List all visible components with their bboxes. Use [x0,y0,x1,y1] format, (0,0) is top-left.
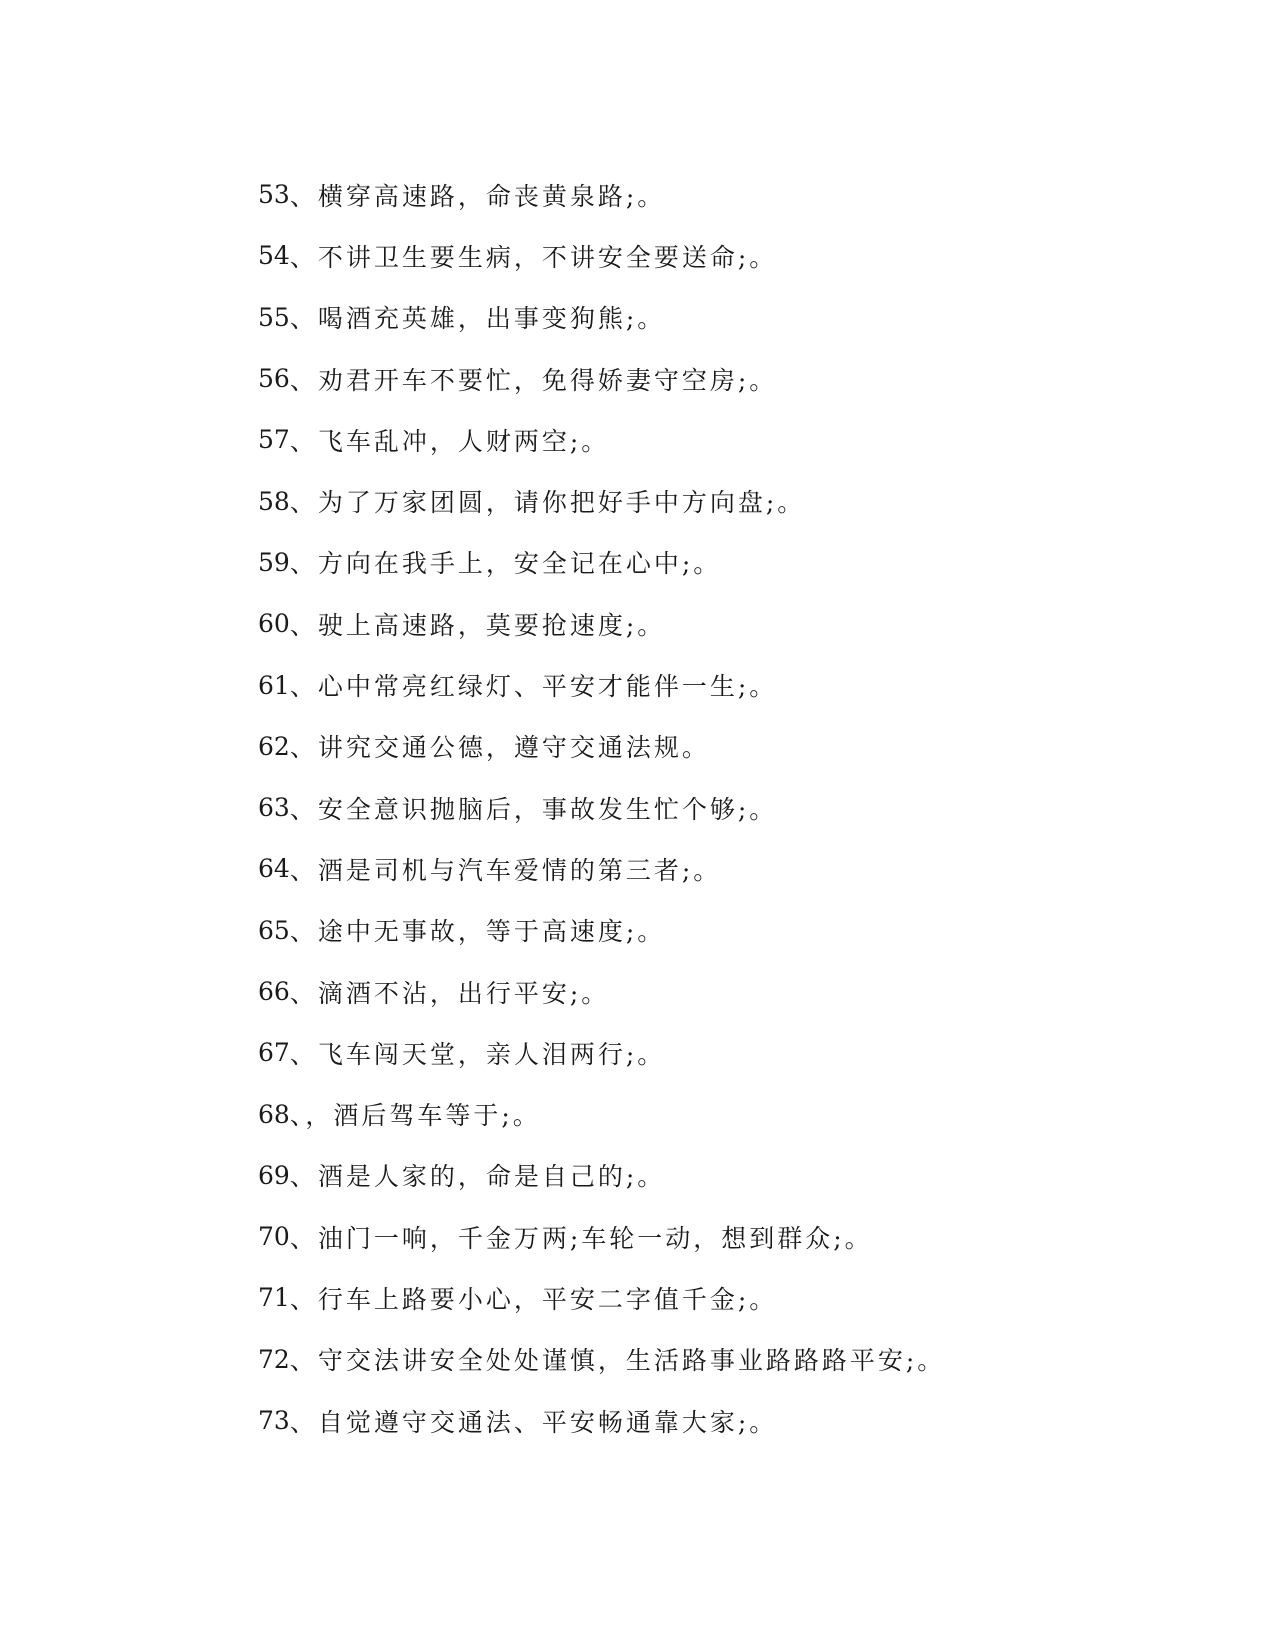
item-number: 71 [258,1283,290,1313]
list-item [258,593,1218,654]
list-item [258,348,1218,409]
item-text: 、酒是司机与汽车爱情的第三者;。 [289,855,722,885]
list-item [258,532,1218,593]
item-text: 、劝君开车不要忙，免得娇妻守空房;。 [289,365,778,395]
item-text: 、途中无事故，等于高速度;。 [289,917,666,947]
item-number: 68 [258,1099,290,1129]
item-text: 、讲究交通公德，遵守交通法规。 [289,733,710,763]
item-number: 59 [258,547,290,577]
item-number: 67 [258,1038,290,1068]
list-item [258,1083,1218,1144]
list-item [258,1390,1218,1451]
list-item [258,409,1218,470]
item-number: 55 [258,302,290,332]
item-text: 、心中常亮红绿灯、平安才能伴一生;。 [289,672,778,702]
item-number: 70 [258,1222,290,1252]
item-number: 58 [258,486,290,516]
item-text: 、滴酒不沾，出行平安;。 [289,978,610,1008]
list-item [258,777,1218,838]
list-item [258,1329,1218,1390]
item-text: 、喝酒充英雄，出事变狗熊;。 [289,304,666,334]
list-item [258,225,1218,286]
item-text: 、，酒后驾车等于;。 [289,1101,541,1131]
slogan-list [258,164,1218,1451]
list-item [258,654,1218,715]
item-number: 56 [258,364,290,394]
item-number: 63 [258,793,290,823]
list-item [258,470,1218,531]
item-number: 73 [258,1406,290,1436]
item-number: 69 [258,1160,290,1190]
item-number: 72 [258,1344,290,1374]
list-item [258,1145,1218,1206]
item-number: 60 [258,609,290,639]
item-text: 、安全意识抛脑后，事故发生忙个够;。 [289,794,778,824]
item-number: 65 [258,915,290,945]
item-number: 62 [258,731,290,761]
item-number: 61 [258,670,290,700]
list-item [258,1022,1218,1083]
item-text: 、自觉遵守交通法、平安畅通靠大家;。 [289,1407,778,1437]
list-item [258,1267,1218,1328]
item-text: 、为了万家团圆，请你把好手中方向盘;。 [289,488,806,518]
list-item [258,1206,1218,1267]
list-item [258,900,1218,961]
item-number: 64 [258,854,290,884]
item-number: 54 [258,241,290,271]
item-text: 、横穿高速路，命丧黄泉路;。 [289,181,666,211]
list-item [258,287,1218,348]
list-item [258,164,1218,225]
list-item [258,838,1218,899]
list-item [258,716,1218,777]
item-text: 、油门一响，千金万两;车轮一动，想到群众;。 [289,1223,873,1253]
item-number: 66 [258,977,290,1006]
item-number: 57 [258,425,290,455]
item-text: 、酒是人家的，命是自己的;。 [289,1162,666,1192]
item-text: 、驶上高速路，莫要抢速度;。 [289,610,666,640]
item-text: 、方向在我手上，安全记在心中;。 [289,549,722,579]
list-item [258,961,1218,1022]
item-text: 、飞车乱冲，人财两空;。 [289,426,610,456]
item-text: 、飞车闯天堂，亲人泪两行;。 [289,1039,666,1069]
item-text: 、行车上路要小心，平安二字值千金;。 [289,1284,778,1314]
item-number: 53 [258,180,290,210]
item-text: 、守交法讲安全处处谨慎，生活路事业路路路平安;。 [289,1346,946,1376]
item-text: 、不讲卫生要生病，不讲安全要送命;。 [289,242,778,272]
